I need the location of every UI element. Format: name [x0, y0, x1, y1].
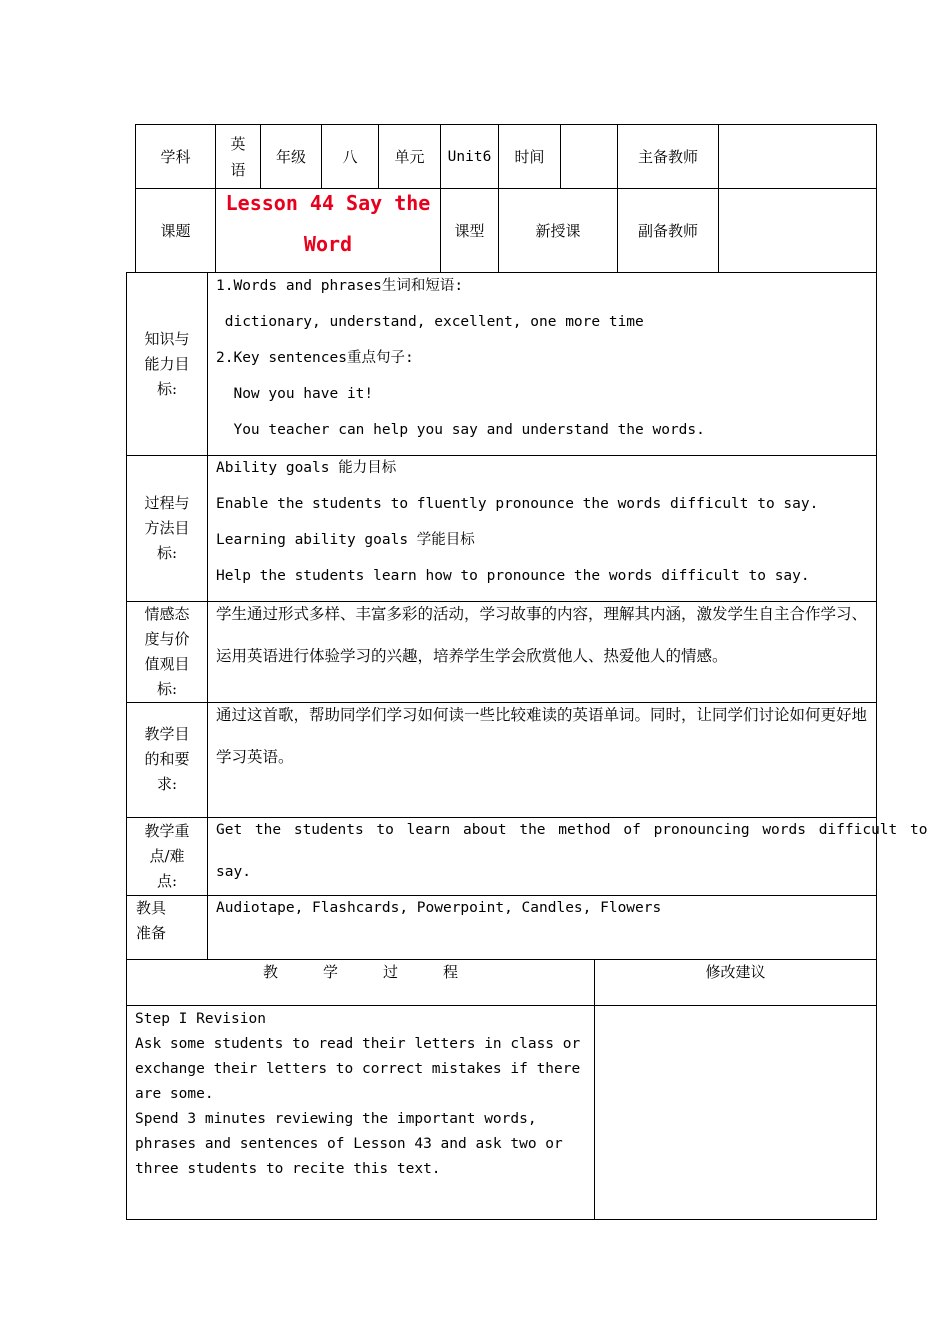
- time-label: 时间: [514, 148, 545, 166]
- purpose-label-line-1: 教学目: [144, 725, 190, 743]
- topic-label: 课题: [160, 222, 191, 240]
- step-line-7: three students to recite this text.: [135, 1161, 441, 1177]
- focus-label-line-2: 点/难: [149, 847, 185, 865]
- topic-title-line-2: Word: [303, 232, 353, 256]
- process-label-line-3: 标:: [156, 544, 178, 562]
- header-cell-subject-value: [215, 124, 261, 189]
- step-line-6: phrases and sentences of Lesson 43 and ask two or: [135, 1136, 563, 1152]
- subject-value-line-2: 语: [230, 161, 246, 179]
- purpose-label-line-2: 的和要: [144, 750, 190, 768]
- process-line-1: Ability goals 能力目标: [216, 460, 397, 476]
- lesson-type-value: 新授课: [535, 222, 581, 240]
- step-line-2: Ask some students to read their letters in class or: [135, 1036, 581, 1052]
- suggestion-cell: [594, 1005, 877, 1220]
- assistant-teacher-label: 副备教师: [637, 222, 698, 240]
- header-cell-assistant-teacher-value: [718, 188, 877, 273]
- materials-label-line-2: 准备: [136, 924, 167, 942]
- knowledge-label-line-1: 知识与: [144, 330, 190, 348]
- header-cell-time-value: [560, 124, 618, 189]
- materials-label-line-1: 教具: [136, 899, 167, 917]
- suggestion-header: 修改建议: [705, 963, 766, 981]
- step-line-5: Spend 3 minutes reviewing the important words,: [135, 1111, 537, 1127]
- focus-line-2: say.: [216, 864, 251, 880]
- process-label-line-1: 过程与: [144, 494, 190, 512]
- purpose-label-line-3: 求:: [156, 775, 178, 793]
- subject-value-line-1: 英: [230, 135, 246, 153]
- grade-label: 年级: [275, 148, 306, 166]
- grade-value: 八: [342, 148, 358, 166]
- teaching-process-header: 教 学 过 程: [262, 963, 458, 981]
- knowledge-label-line-2: 能力目: [144, 355, 190, 373]
- knowledge-line-2: dictionary, understand, excellent, one more time: [216, 314, 644, 330]
- step-line-1: Step I Revision: [135, 1011, 266, 1027]
- emotion-label-line-2: 度与价: [144, 630, 190, 648]
- purpose-text: 通过这首歌，帮助同学们学习如何读一些比较难读的英语单词。同时，让同学们讨论如何更好地学习英语。: [216, 706, 868, 766]
- knowledge-line-4: Now you have it!: [216, 386, 374, 402]
- emotion-label-line-1: 情感态: [144, 605, 190, 623]
- unit-label: 单元: [394, 148, 425, 166]
- header-cell-lead-teacher-value: [718, 124, 877, 189]
- lead-teacher-label: 主备教师: [637, 148, 698, 166]
- process-line-3: Learning ability goals 学能目标: [216, 532, 475, 548]
- materials-text: Audiotape, Flashcards, Powerpoint, Candles, Flowers: [216, 900, 662, 916]
- topic-title-line-1: Lesson 44 Say the: [225, 191, 431, 215]
- knowledge-label-line-3: 标:: [156, 380, 178, 398]
- lesson-type-label: 课型: [454, 222, 485, 240]
- focus-label-line-3: 点:: [156, 872, 178, 890]
- knowledge-line-1: 1.Words and phrases生词和短语:: [216, 278, 464, 294]
- knowledge-line-3: 2.Key sentences重点句子:: [216, 350, 414, 366]
- emotion-text: 学生通过形式多样、丰富多彩的活动，学习故事的内容，理解其内涵，激发学生自主合作学习、运用英语进行体验学习的兴趣，培养学生学会欣赏他人、热爱他人的情感。: [216, 605, 868, 665]
- process-line-4: Help the students learn how to pronounce the words difficult to say.: [216, 568, 810, 584]
- step-line-3: exchange their letters to correct mistakes if there: [135, 1061, 581, 1077]
- knowledge-line-5: You teacher can help you say and understand the words.: [216, 422, 705, 438]
- focus-label-line-1: 教学重: [144, 822, 190, 840]
- process-label-line-2: 方法目: [144, 519, 190, 537]
- emotion-label-line-3: 值观目: [144, 655, 190, 673]
- process-line-2: Enable the students to fluently pronounce the words difficult to say.: [216, 496, 819, 512]
- unit-value: Unit6: [447, 149, 492, 165]
- focus-line-1: Get the students to learn about the method of pronouncing words difficult to: [216, 822, 928, 838]
- emotion-label-line-4: 标:: [156, 680, 178, 698]
- subject-label: 学科: [160, 148, 191, 166]
- step-line-4: are some.: [135, 1086, 214, 1102]
